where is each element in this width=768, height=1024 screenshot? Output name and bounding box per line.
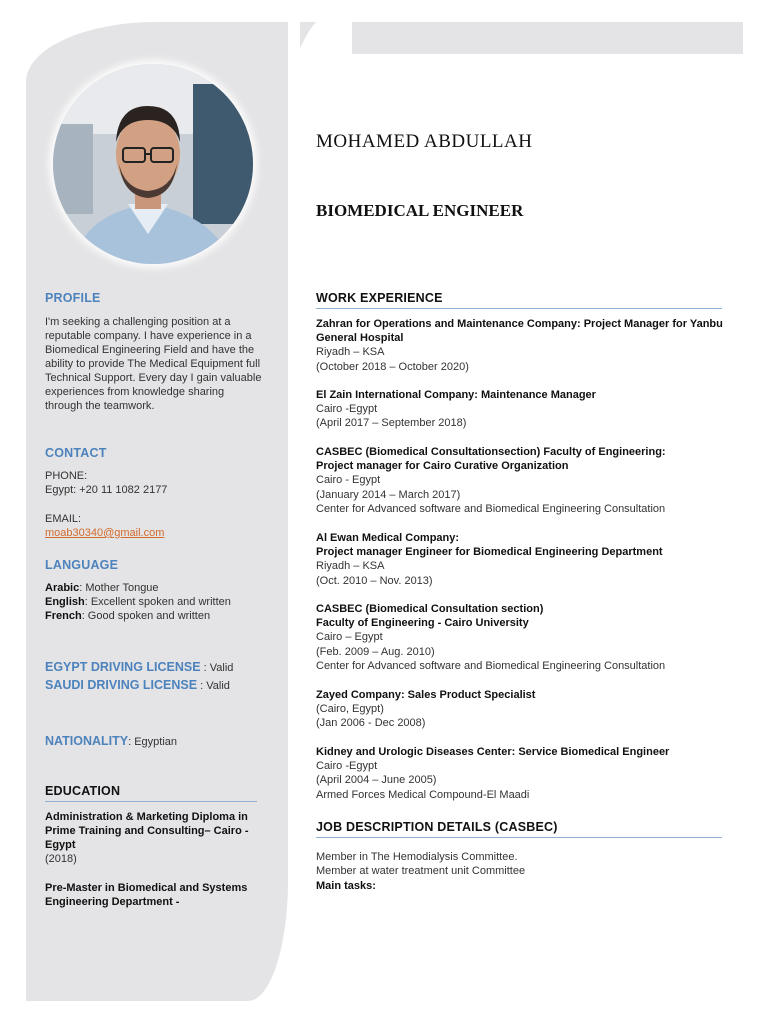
work-entry: CASBEC (Biomedical Consultation section) Faculty of Engineering - Cairo University Cairo – Egypt (Feb. 2009 – Aug. 2010) Center for Advanced software and Biomedical Engineering Consultation [316, 603, 666, 672]
work-entry: Kidney and Urologic Diseases Center: Service Biomedical Engineer Cairo -Egypt (April 2004 – June 2005) Armed Forces Medical Compound-El Maadi [316, 746, 670, 801]
egypt-license: EGYPT DRIVING LICENSE : Valid [45, 660, 234, 674]
phone-label: PHONE: [45, 470, 88, 482]
profile-text: I'm seeking a challenging position at a reputable company. I have experience in a Biomedical Engineering Field and have the ability to provide The Medical Equipment full Technical Support. Every day I gain valuable experiences from knowledge sharing through the teamwork. [45, 316, 262, 412]
language-item: English: Excellent spoken and written [45, 596, 231, 608]
job-description-lines: Member in The Hemodialysis Committee. Member at water treatment unit Committee Main tasks: [316, 851, 526, 893]
work-entry: Zahran for Operations and Maintenance Company: Project Manager for Yanbu General Hospital Riyadh – KSA (October 2018 – October 2020) [316, 318, 723, 373]
education-divider [45, 801, 257, 802]
candidate-name: MOHAMED ABDULLAH [316, 131, 533, 152]
email-link[interactable]: moab30340@gmail.com [45, 527, 165, 539]
work-entry: El Zain International Company: Maintenance Manager Cairo -Egypt (April 2017 – September 2018) [316, 389, 596, 430]
education-item: Pre-Master in Biomedical and Systems Engineering Department - [45, 882, 248, 908]
nationality: NATIONALITY: Egyptian [45, 734, 178, 748]
work-entry: CASBEC (Biomedical Consultationsection) Faculty of Engineering: Project manager for Cairo Curative Organization Cairo - Egypt (January 2014 – March 2017) Center for Advanced software and Biomedical Engineering Consultation [316, 446, 666, 515]
profile-heading: PROFILE [45, 291, 101, 305]
language-item: Arabic: Mother Tongue [45, 582, 159, 594]
job-description-heading: JOB DESCRIPTION DETAILS (CASBEC) [316, 820, 558, 834]
work-heading: WORK EXPERIENCE [316, 291, 443, 305]
candidate-job-title: BIOMEDICAL ENGINEER [316, 201, 524, 220]
work-divider [316, 308, 722, 309]
work-entry: Al Ewan Medical Company: Project manager Engineer for Biomedical Engineering Department Riyadh – KSA (Oct. 2010 – Nov. 2013) [316, 532, 663, 587]
top-banner-strip [352, 22, 743, 54]
contact-heading: CONTACT [45, 446, 107, 460]
phone-value: Egypt: +20 11 1082 2177 [45, 484, 168, 496]
education-heading: EDUCATION [45, 784, 121, 798]
saudi-license: SAUDI DRIVING LICENSE : Valid [45, 678, 230, 692]
education-item: Administration & Marketing Diploma in Prime Training and Consulting– Cairo - Egypt (2018) [45, 811, 249, 865]
work-entry: Zayed Company: Sales Product Specialist (Cairo, Egypt) (Jan 2006 - Dec 2008) [316, 689, 536, 730]
language-heading: LANGUAGE [45, 558, 119, 572]
profile-photo [53, 64, 253, 264]
job-description-divider [316, 837, 722, 838]
language-item: French: Good spoken and written [45, 610, 211, 622]
email-label: EMAIL: [45, 513, 82, 525]
